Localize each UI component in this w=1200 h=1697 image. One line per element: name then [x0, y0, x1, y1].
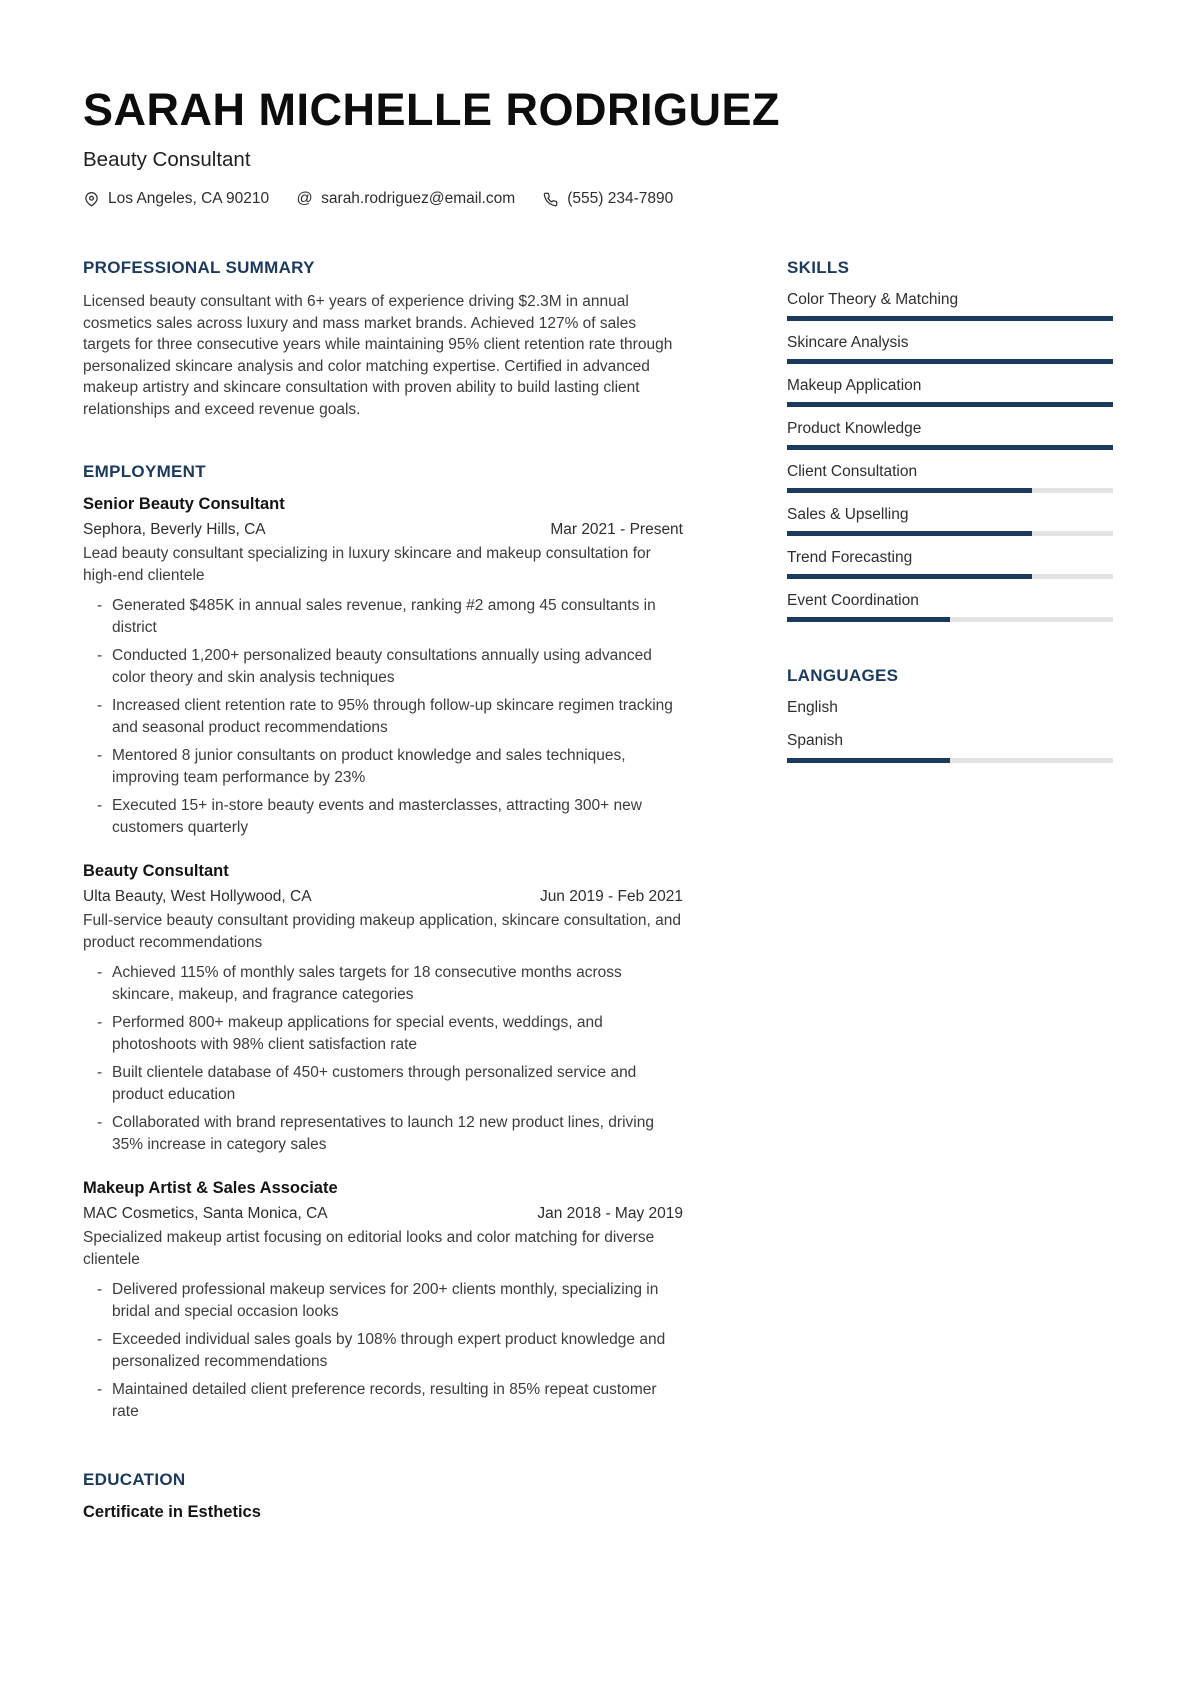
skill-item — [787, 334, 1113, 364]
skill-bar-fill — [787, 617, 950, 622]
skill-bar-track — [787, 574, 1113, 579]
job-bullet-list — [83, 962, 683, 1155]
job-meta-row — [83, 521, 683, 539]
skill-bar-fill — [787, 359, 1113, 364]
job-company: Ulta Beauty, West Hollywood, CA — [83, 888, 312, 906]
job-bullet: - Built clientele database of 450+ customers through personalized service and product education — [83, 1062, 683, 1105]
job-title-subtitle: Beauty Consultant — [83, 148, 251, 172]
job-bullet: - Delivered professional makeup services for 200+ clients monthly, specializing in bridal and special occasion looks — [83, 1279, 683, 1322]
section-heading-summary: PROFESSIONAL SUMMARY — [83, 258, 315, 278]
job-bullet: - Increased client retention rate to 95% through follow-up skincare regimen tracking and seasonal product recommendations — [83, 695, 683, 738]
language-label: Spanish — [787, 732, 844, 750]
resume-header — [83, 86, 1113, 208]
language-item — [787, 732, 1113, 763]
section-skills — [787, 258, 1113, 622]
job-title: Makeup Artist & Sales Associate — [83, 1179, 338, 1198]
section-heading-employment: EMPLOYMENT — [83, 462, 206, 482]
job-title: Beauty Consultant — [83, 862, 229, 881]
job-bullet: - Conducted 1,200+ personalized beauty consultations annually using advanced color theory and skin analysis techniques — [83, 645, 683, 688]
skill-label: Event Coordination — [787, 592, 919, 610]
skill-bar-fill — [787, 488, 1032, 493]
job-dates: Jun 2019 - Feb 2021 — [539, 888, 683, 906]
job-company: MAC Cosmetics, Santa Monica, CA — [83, 1205, 328, 1223]
contact-location-text: Los Angeles, CA 90210 — [108, 190, 270, 208]
skill-bar-track — [787, 488, 1113, 493]
skill-item — [787, 592, 1113, 622]
phone-icon — [542, 191, 559, 208]
summary-paragraph: Licensed beauty consultant with 6+ years of experience driving $2.3M in annual cosmetics sales across luxury and mass market brands. Achieved 127% of sales targets for three consecutive years while maintaining 95% client retention rate through personalized skincare analysis and color matching expertise. Certified in advanced makeup artistry and skincare consultation with proven ability to build lasting client relationships and exceed revenue goals. — [83, 293, 673, 418]
skill-bar-fill — [787, 531, 1032, 536]
education-degree: Certificate in Esthetics — [83, 1503, 261, 1522]
job-meta-row — [83, 888, 683, 906]
job-bullet: - Executed 15+ in-store beauty events and masterclasses, attracting 300+ new customers quarterly — [83, 795, 683, 838]
contact-row — [83, 190, 1113, 208]
job-description: Specialized makeup artist focusing on editorial looks and color matching for diverse clientele — [83, 1229, 655, 1268]
job-bullet: - Generated $485K in annual sales revenue, ranking #2 among 45 consultants in district — [83, 595, 683, 638]
skill-bar-track — [787, 402, 1113, 407]
section-education — [83, 1470, 683, 1522]
at-sign-icon: @ — [296, 190, 313, 208]
skill-bar-track — [787, 445, 1113, 450]
section-heading-languages: LANGUAGES — [787, 666, 899, 686]
job-entry — [83, 495, 683, 838]
job-entry — [83, 1179, 683, 1422]
job-company: Sephora, Beverly Hills, CA — [83, 521, 266, 539]
location-pin-icon — [83, 191, 100, 208]
language-bar-fill — [787, 758, 950, 763]
skill-item — [787, 377, 1113, 407]
job-title: Senior Beauty Consultant — [83, 495, 285, 514]
job-bullet: - Collaborated with brand representatives to launch 12 new product lines, driving 35% increase in category sales — [83, 1112, 683, 1155]
language-bar-track — [787, 758, 1113, 763]
job-description: Full-service beauty consultant providing makeup application, skincare consultation, and product recommendations — [83, 912, 681, 951]
skill-item — [787, 463, 1113, 493]
skill-item — [787, 291, 1113, 321]
section-professional-summary — [83, 258, 683, 420]
skill-bar-fill — [787, 445, 1113, 450]
job-bullet-list — [83, 595, 683, 838]
job-bullet: - Maintained detailed client preference records, resulting in 85% repeat customer rate — [83, 1379, 683, 1422]
skill-item — [787, 549, 1113, 579]
skill-label: Sales & Upselling — [787, 506, 909, 524]
language-label: English — [787, 699, 838, 717]
sidebar-column — [787, 258, 1113, 1522]
job-bullet: - Performed 800+ makeup applications for special events, weddings, and photoshoots with 98% client satisfaction rate — [83, 1012, 683, 1055]
job-dates: Mar 2021 - Present — [550, 521, 683, 539]
two-column-layout — [83, 258, 1113, 1522]
job-bullet: - Achieved 115% of monthly sales targets for 18 consecutive months across skincare, makeup, and fragrance categories — [83, 962, 683, 1005]
main-column — [83, 258, 683, 1522]
section-languages — [787, 666, 1113, 763]
job-bullet: - Exceeded individual sales goals by 108% through expert product knowledge and personalized recommendations — [83, 1329, 683, 1372]
section-employment — [83, 462, 683, 1422]
skill-label: Makeup Application — [787, 377, 922, 395]
skill-bar-fill — [787, 574, 1032, 579]
section-heading-skills: SKILLS — [787, 258, 850, 278]
job-meta-row — [83, 1205, 683, 1223]
skill-label: Skincare Analysis — [787, 334, 909, 352]
language-item — [787, 699, 1113, 717]
job-entry — [83, 862, 683, 1155]
skill-bar-fill — [787, 402, 1113, 407]
job-description: Lead beauty consultant specializing in luxury skincare and makeup consultation for high-end clientele — [83, 545, 651, 584]
job-dates: Jan 2018 - May 2019 — [537, 1205, 683, 1223]
skill-bar-fill — [787, 316, 1113, 321]
skill-label: Trend Forecasting — [787, 549, 913, 567]
skill-bar-track — [787, 617, 1113, 622]
contact-phone-text: (555) 234-7890 — [567, 190, 674, 208]
contact-email-text: sarah.rodriguez@email.com — [321, 190, 516, 208]
skill-label: Client Consultation — [787, 463, 918, 481]
contact-phone — [542, 190, 673, 208]
skill-label: Product Knowledge — [787, 420, 922, 438]
contact-email — [296, 190, 515, 208]
skill-bar-track — [787, 359, 1113, 364]
skill-item — [787, 420, 1113, 450]
skill-label: Color Theory & Matching — [787, 291, 959, 309]
skill-item — [787, 506, 1113, 536]
skill-bar-track — [787, 531, 1113, 536]
skill-bar-track — [787, 316, 1113, 321]
contact-location — [83, 190, 269, 208]
job-bullet: - Mentored 8 junior consultants on product knowledge and sales techniques, improving team performance by 23% — [83, 745, 683, 788]
person-name: SARAH MICHELLE RODRIGUEZ — [83, 84, 780, 135]
section-heading-education: EDUCATION — [83, 1470, 186, 1490]
job-bullet-list — [83, 1279, 683, 1422]
